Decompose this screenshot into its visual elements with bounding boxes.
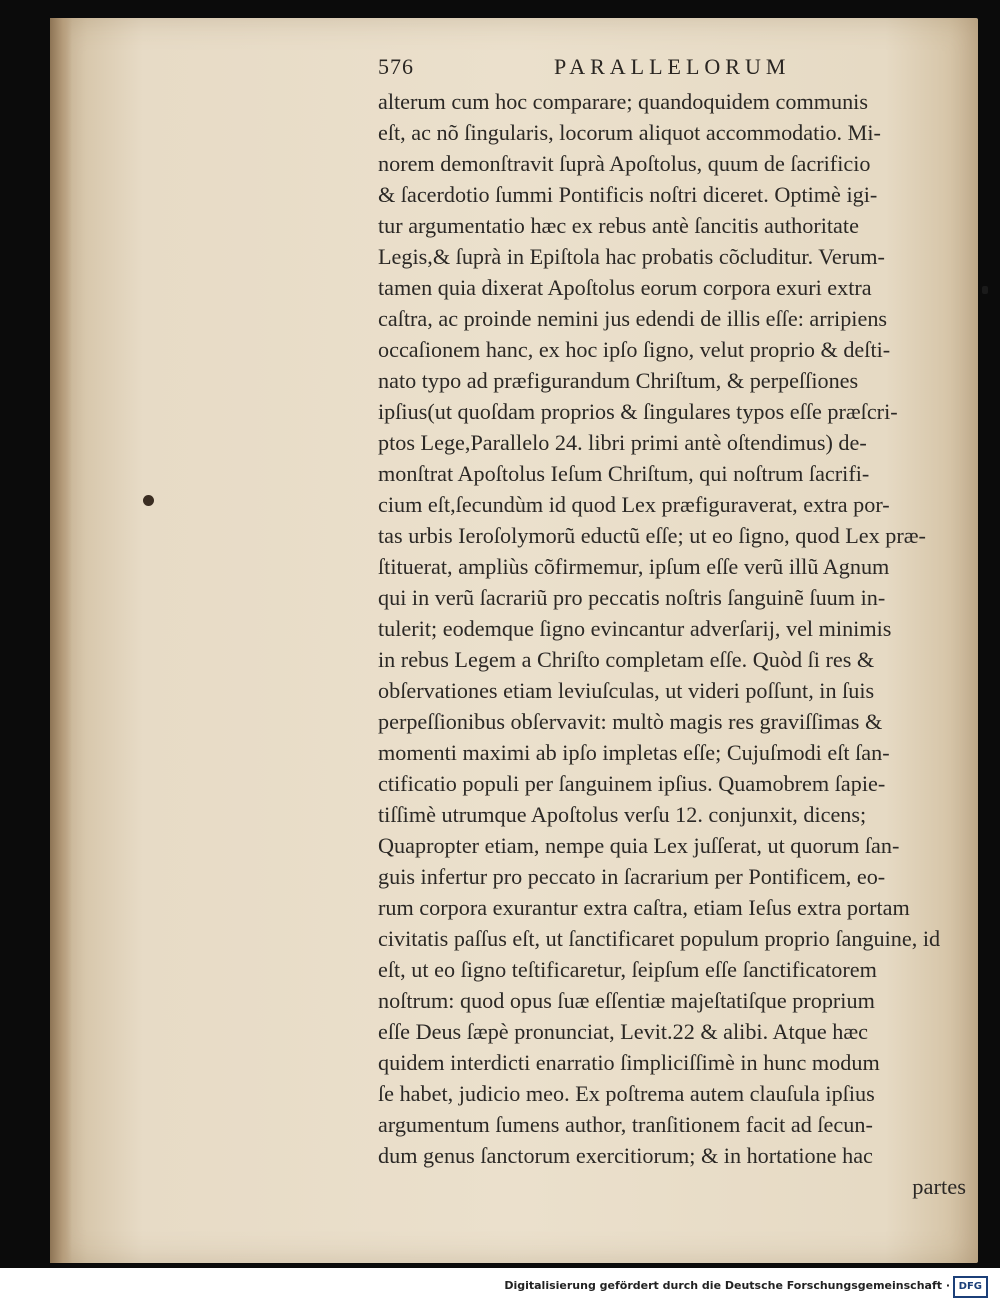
text-line: Quapropter etiam, nempe quia Lex juſſerat, ut quorum ſan-	[378, 833, 900, 858]
text-line: cium eſt,ſecundùm id quod Lex præfiguraverat, extra por-	[378, 492, 890, 517]
text-line: momenti maximi ab ipſo impletas eſſe; Cujuſmodi eſt ſan-	[378, 740, 890, 765]
text-line: eſt, ac nõ ſingularis, locorum aliquot accommodatio. Mi-	[378, 120, 881, 145]
text-line: tulerit; eodemque ſigno evincantur adverſarij, vel minimis	[378, 616, 892, 641]
running-title: PARALLELORUM	[554, 54, 791, 79]
text-line: eſſe Deus ſæpè pronunciat, Levit.22 & alibi. Atque hæc	[378, 1019, 869, 1044]
text-line: nato typo ad præfigurandum Chriſtum, & perpeſſiones	[378, 368, 859, 393]
ink-bleed-mark	[143, 495, 154, 506]
text-line: in rebus Legem a Chriſto completam eſſe. Quòd ſi res &	[378, 647, 875, 672]
footer-credit: Digitalisierung gefördert durch die Deutsche Forschungsgemeinschaft ·	[504, 1279, 950, 1292]
text-line: ptos Lege,Parallelo 24. libri primi antè oſtendimus) de-	[378, 430, 867, 455]
text-line: alterum cum hoc comparare; quandoquidem communis	[378, 89, 868, 114]
text-line: partes	[912, 1174, 966, 1199]
text-line: argumentum ſumens author, tranſitionem facit ad ſecun-	[378, 1112, 873, 1137]
text-line: dum genus ſanctorum exercitiorum; & in hortatione hac	[378, 1143, 873, 1168]
footer-bar	[0, 1268, 1000, 1305]
text-line: civitatis paſſus eſt, ut ſanctificaret populum proprio ſanguine, id	[378, 926, 941, 951]
text-line: rum corpora exurantur extra caſtra, etiam Ieſus extra portam	[378, 895, 910, 920]
text-line: ctificatio populi per ſanguinem ipſius. Quamobrem ſapie-	[378, 771, 886, 796]
text-line: & ſacerdotio ſummi Pontificis noſtri diceret. Optimè igi-	[378, 182, 878, 207]
text-line: ſtituerat, ampliùs cõfirmemur, ipſum eſſe verũ illũ Agnum	[378, 554, 890, 579]
text-line: caſtra, ac proinde nemini jus edendi de illis eſſe: arripiens	[378, 306, 888, 331]
text-line: quidem interdicti enarratio ſimpliciſſimè in hunc modum	[378, 1050, 880, 1075]
edge-mark	[982, 286, 988, 294]
page-gutter-shadow	[50, 18, 72, 1263]
text-line: ſe habet, judicio meo. Ex poſtrema autem clauſula ipſius	[378, 1081, 875, 1106]
text-line: obſervationes etiam leviuſculas, ut videri poſſunt, in ſuis	[378, 678, 875, 703]
text-line: tur argumentatio hæc ex rebus antè ſancitis authoritate	[378, 213, 859, 238]
text-line: tas urbis Ieroſolymorũ eductũ eſſe; ut eo ſigno, quod Lex præ-	[378, 523, 926, 548]
text-line: tiſſimè utrumque Apoſtolus verſu 12. conjunxit, dicens;	[378, 802, 867, 827]
body-text	[378, 86, 966, 1202]
text-line: Legis,& ſuprà in Epiſtola hac probatis cõcluditur. Verum-	[378, 244, 885, 269]
page-number: 576	[378, 54, 414, 79]
dfg-logo: DFG	[953, 1276, 988, 1298]
text-line: tamen quia dixerat Apoſtolus eorum corpora exuri extra	[378, 275, 872, 300]
text-line: noſtrum: quod opus ſuæ eſſentiæ majeſtatiſque proprium	[378, 988, 875, 1013]
text-line: guis infertur pro peccato in ſacrarium per Pontificem, eo-	[378, 864, 886, 889]
text-line: norem demonſtravit ſuprà Apoſtolus, quum de ſacrificio	[378, 151, 871, 176]
text-line: monſtrat Apoſtolus Ieſum Chriſtum, qui noſtrum ſacrifi-	[378, 461, 870, 486]
text-line: qui in verũ ſacrariũ pro peccatis noſtris ſanguinẽ ſuum in-	[378, 585, 886, 610]
text-line: ipſius(ut quoſdam proprios & ſingulares typos eſſe præſcri-	[378, 399, 898, 424]
running-head	[378, 52, 938, 82]
text-line: occaſionem hanc, ex hoc ipſo ſigno, velut proprio & deſti-	[378, 337, 891, 362]
text-line: eſt, ut eo ſigno teſtificaretur, ſeipſum eſſe ſanctificatorem	[378, 957, 877, 982]
text-line: perpeſſionibus obſervavit: multò magis res graviſſimas &	[378, 709, 883, 734]
